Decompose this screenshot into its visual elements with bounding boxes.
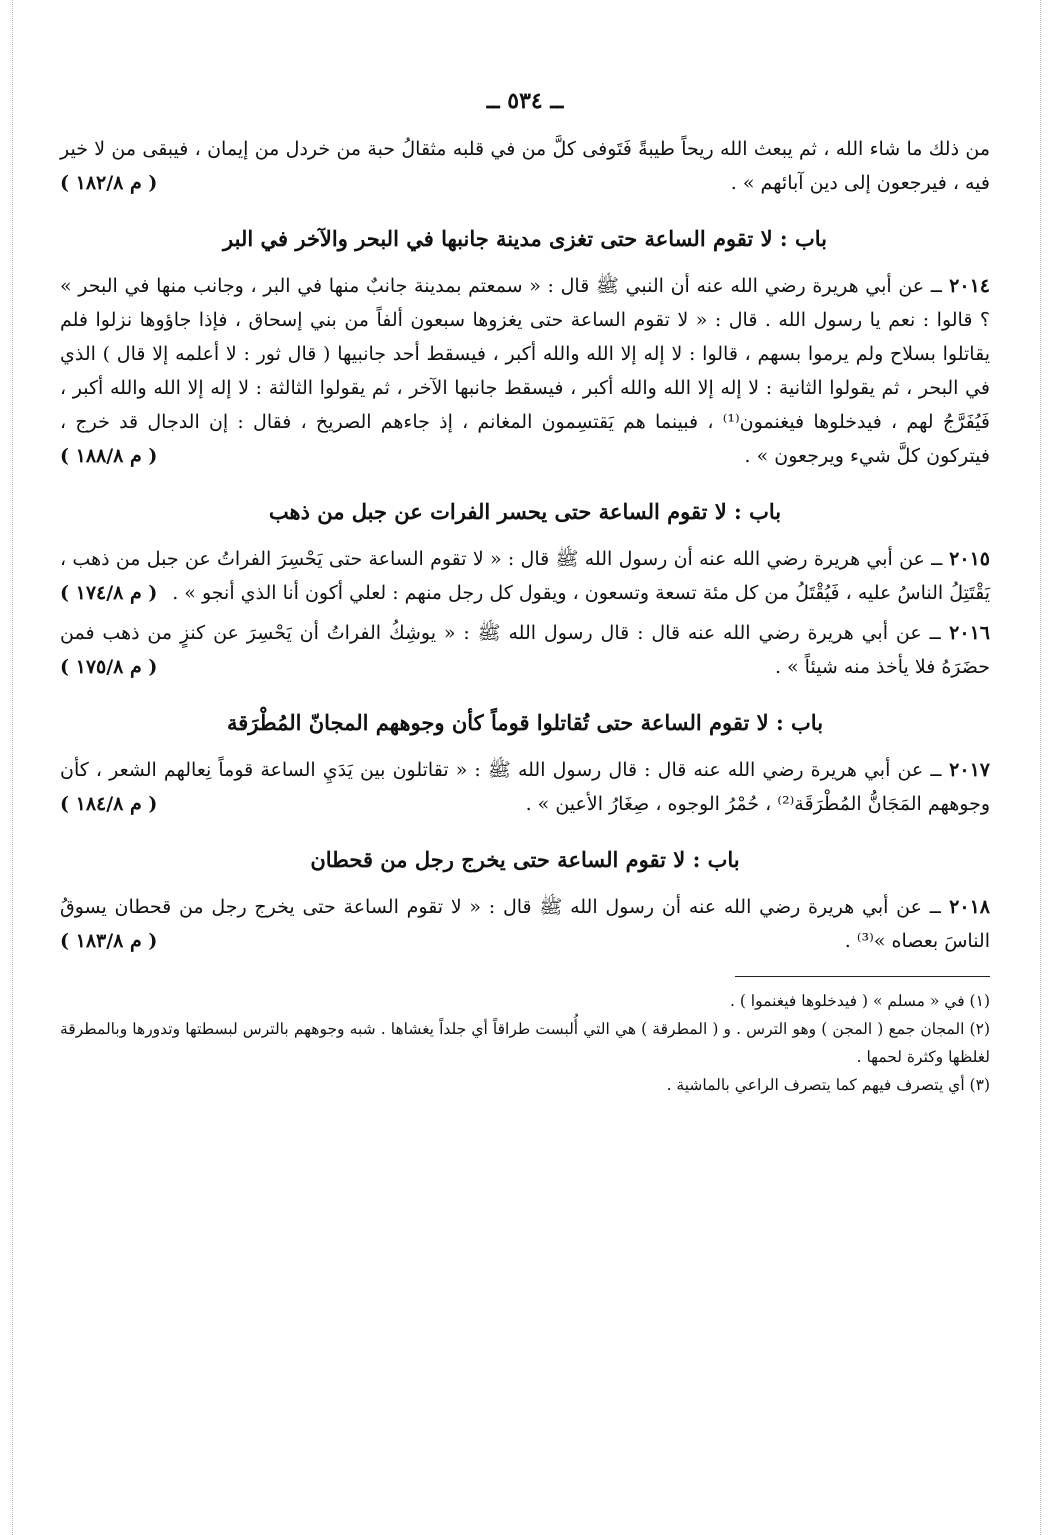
hadith-text: ــ عن أبي هريرة رضي الله عنه أن رسول الله ﷺ قال : « لا تقوم الساعة حتى يَحْسِرَ الفراتُ عن جبل من ذهب ، يَقْتَتِلُ الناسُ عليه ، فَيُقْتَلُ من كل مئة تسعة وتسعون ، ويقول كل رجل منهم : لعلي أكون أنا الذي أنجو » . <box>60 548 990 604</box>
page-number: ــ ٥٣٤ ــ <box>486 88 564 114</box>
source-reference: ( م ١٨٤/٨ ) <box>60 793 158 815</box>
chapter-heading: باب : لا تقوم الساعة حتى يخرج رجل من قحطان <box>310 847 740 872</box>
hadith-text: ــ عن أبي هريرة رضي الله عنه أن النبي ﷺ قال : « سمعتم بمدينة جانبٌ منها في البر ، وجانب منها في البحر » ؟ قالوا : نعم يا رسول الله . قال : « لا تقوم الساعة حتى يغزوها سبعون ألفاً من بني إسحاق ، فإذا جاؤوها نزلوا فلم يقاتلوا بسلاح ولم يرموا بسهم ، قالوا : لا إله إلا الله والله أكبر ، فيسقط أحد جانبيها ( قال ثور : لا أعلمه إلا قال ) الذي في البحر ، ثم يقولوا الثانية : لا إله إلا الله والله أكبر ، فيسقط جانبها الآخر ، ثم يقولوا الثالثة : لا إله إلا الله والله أكبر ، فَيُفَرَّجُ لهم ، فيدخلوها فيغنمون⁽¹⁾ ، فبينما هم يَقتسِمون المغانم ، إذ جاءهم الصريخ ، فقال : إن الدجال قد خرج ، فيتركون كلَّ شيء ويرجعون » . <box>60 275 990 467</box>
hadith-text: ــ عن أبي هريرة رضي الله عنه قال : قال رسول الله ﷺ : « يوشِكُ الفراتُ أن يَحْسِرَ عن كنزٍ من ذهب فمن حضَرَهُ فلا يأخذ منه شيئاً » . <box>60 622 990 678</box>
footnote: (٣) أي يتصرف فيهم كما يتصرف الراعي بالماشية . <box>666 1076 990 1094</box>
hadith-number: ٢٠١٥ <box>942 548 990 570</box>
hadith-number: ٢٠١٨ <box>940 896 990 918</box>
hadith-text: ــ عن أبي هريرة رضي الله عنه أن رسول الله ﷺ قال : « لا تقوم الساعة حتى يخرج رجل من قحطان يسوقُ الناسَ بعصاه »⁽³⁾ . <box>60 896 990 952</box>
scan-edge-left <box>12 0 13 1535</box>
footnote: (٢) المجان جمع ( المجن ) وهو الترس . و ( المطرقة ) هي التي أُلبست طراقاً أي جلداً يغشاها . شبه وجوههم بالترس لبسطتها وتدورها وبالمطرقة لغلظها وكثرة لحمها . <box>60 1020 990 1066</box>
scan-edge-right <box>1040 0 1041 1535</box>
hadith-block <box>60 132 990 196</box>
footnote-rule <box>735 976 990 977</box>
hadith-number: ٢٠١٤ <box>941 275 990 297</box>
hadith-block <box>60 269 990 469</box>
source-reference: ( م ١٨٢/٨ ) <box>60 172 158 194</box>
hadith-block <box>60 616 990 680</box>
footnotes <box>60 987 990 1099</box>
chapter-heading: باب : لا تقوم الساعة حتى تُقاتلوا قوماً كأن وجوههم المجانّ المُطْرَقة <box>226 710 824 735</box>
hadith-text: من ذلك ما شاء الله ، ثم يبعث الله ريحاً طيبةً فَتَوفى كلَّ من في قلبه مثقالُ حبة من خردل من إيمان ، فيبقى من لا خير فيه ، فيرجعون إلى دين آبائهم » . <box>60 138 990 194</box>
hadith-number: ٢٠١٦ <box>940 622 990 644</box>
hadith-block <box>60 890 990 954</box>
chapter-heading: باب : لا تقوم الساعة حتى تغزى مدينة جانبها في البحر والآخر في البر <box>223 226 827 251</box>
hadith-block <box>60 753 990 817</box>
hadith-block <box>60 542 990 606</box>
hadith-text: ــ عن أبي هريرة رضي الله عنه قال : قال رسول الله ﷺ : « تقاتلون بين يَدَيِ الساعة قوماً نِعالهم الشعر ، كأن وجوههم المَجَانُّ المُطْرَقَة⁽²⁾ ، حُمْرُ الوجوه ، صِغَارُ الأعين » . <box>60 759 990 815</box>
hadith-number: ٢٠١٧ <box>941 759 990 781</box>
footnote: (١) في « مسلم » ( فيدخلوها فيغنموا ) . <box>729 992 990 1010</box>
hadith-paragraph <box>60 542 990 610</box>
content-area <box>60 132 990 954</box>
source-reference: ( م ١٧٥/٨ ) <box>60 656 158 678</box>
source-reference: ( م ١٨٣/٨ ) <box>60 930 158 952</box>
source-reference: ( م ١٨٨/٨ ) <box>60 445 158 467</box>
document-page <box>60 88 990 1099</box>
chapter-heading: باب : لا تقوم الساعة حتى يحسر الفرات عن جبل من ذهب <box>268 499 782 524</box>
source-reference: ( م ١٧٤/٨ ) <box>60 582 158 604</box>
